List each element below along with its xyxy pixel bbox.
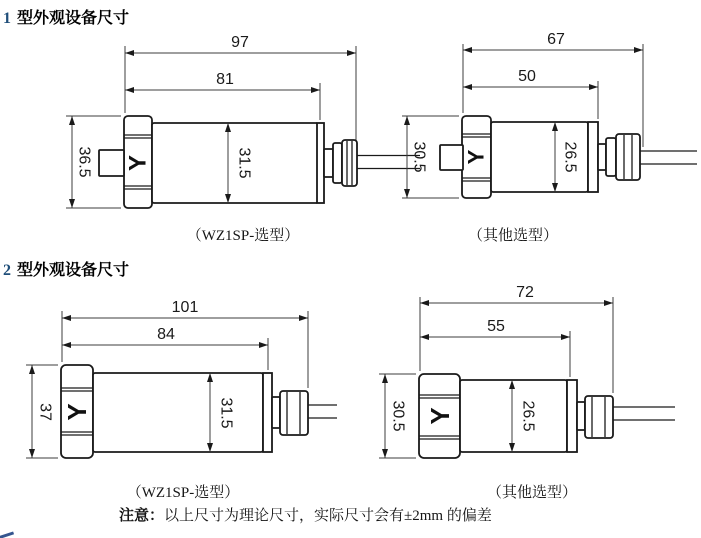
dim-label-height: 30.5 <box>389 400 407 432</box>
type1-other-caption: （其他选型） <box>467 228 558 244</box>
type2-wz1sp-caption: （WZ1SP-选型） <box>126 485 240 501</box>
dim-label-height: 37 <box>36 403 54 421</box>
tolerance-note-text: 以上尺寸为理论尺寸，实际尺寸会有±2mm 的偏差 <box>164 508 492 524</box>
type2-other-caption: （其他选型） <box>486 485 577 501</box>
dim-label-overall: 97 <box>231 34 249 51</box>
section-2-number: 2 <box>3 262 11 279</box>
dim-label-diameter: 26.5 <box>561 141 579 173</box>
dim-label-body_len: 84 <box>157 326 175 343</box>
dim-label-height: 36.5 <box>75 146 93 178</box>
type1-other-drawing <box>378 28 701 218</box>
type2-wz1sp-drawing <box>22 292 347 470</box>
brand-logo-letter: Y <box>62 403 92 421</box>
dim-label-diameter: 31.5 <box>217 397 235 429</box>
brand-logo-letter: Y <box>124 154 152 172</box>
section-2-title: 型外观设备尺寸 <box>17 262 130 279</box>
tolerance-note-prefix: 注意： <box>119 508 165 524</box>
dim-label-diameter: 31.5 <box>235 147 253 179</box>
brand-logo-letter: Y <box>463 149 489 165</box>
section-1-number: 1 <box>3 10 11 27</box>
dim-label-overall: 101 <box>171 299 199 316</box>
brand-logo-letter: Y <box>425 407 455 425</box>
dim-label-overall: 67 <box>547 31 565 48</box>
dim-label-height: 30.5 <box>410 141 428 173</box>
section-1-title: 型外观设备尺寸 <box>17 10 130 27</box>
type1-wz1sp-caption: （WZ1SP-选型） <box>186 228 300 244</box>
section-1-heading <box>3 5 129 28</box>
dim-label-overall: 72 <box>516 284 534 301</box>
type1-wz1sp-drawing <box>55 28 420 218</box>
section-2-heading <box>3 257 129 280</box>
tolerance-note <box>119 504 492 525</box>
dim-label-diameter: 26.5 <box>519 400 537 432</box>
dim-label-body_len: 55 <box>487 318 505 335</box>
page-footer-rule-fragment <box>0 531 14 538</box>
dim-label-body_len: 50 <box>518 68 536 85</box>
dim-label-body_len: 81 <box>216 71 234 88</box>
type2-other-drawing <box>374 280 701 470</box>
